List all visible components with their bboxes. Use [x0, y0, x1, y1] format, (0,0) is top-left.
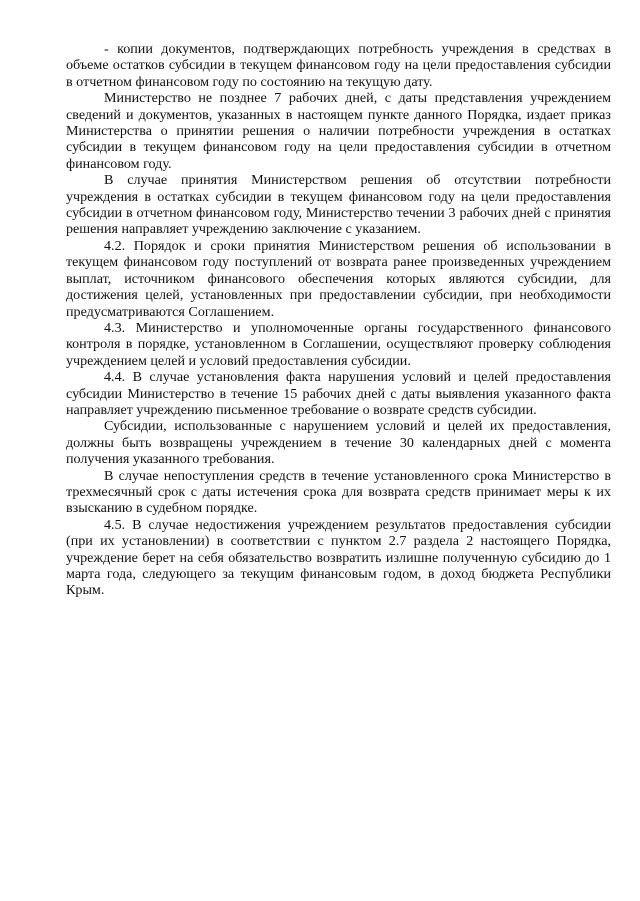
- paragraph-document-copies: - копии документов, подтверждающих потребность учреждения в средствах в объеме остатков субсидии в текущем финансовом году на цели предоставления субсидии в отчетном финансовом году по состоянию на текущую дату.: [66, 41, 611, 90]
- paragraph-no-need-decision: В случае принятия Министерством решения об отсутствии потребности учреждения в остатках субсидии в текущем финансовом году на цели предоставления субсидии в отчетном финансовом году, Министерство течении 3 рабочих дней с принятия решения направляет учреждению заключение с указанием.: [66, 172, 611, 238]
- paragraph-court-recovery: В случае непоступления средств в течение установленного срока Министерство в трехмесячный срок с даты истечения срока для возврата средств принимает меры к их взысканию в судебном порядке.: [66, 467, 611, 517]
- paragraph-4-3: 4.3. Министерство и уполномоченные органы государственного финансового контроля в порядке, установленном в Соглашении, осуществляют проверку соблюдения учреждением целей и условий предоставления субсидии.: [66, 319, 611, 369]
- paragraph-4-4: 4.4. В случае установления факта нарушения условий и целей предоставления субсидии Министерство в течение 15 рабочих дней с даты выявления указанного факта направляет учреждению письменное требование о возврате средств субсидии.: [66, 369, 611, 418]
- paragraph-4-5: 4.5. В случае недостижения учреждением результатов предоставления субсидии (при их установлении) в соответствии с пунктом 2.7 раздела 2 настоящего Порядка, учреждение берет на себя обязательство возвратить излишне полученную субсидию до 1 марта года, следующего за текущим финансовым годом, в доход бюджета Республики Крым.: [66, 516, 611, 599]
- paragraph-subsidy-return: Субсидии, использованные с нарушением условий и целей их предоставления, должны быть возвращены учреждением в течение 30 календарных дней с момента получения указанного требования.: [66, 418, 611, 468]
- document-body: [66, 41, 611, 599]
- paragraph-4-2: 4.2. Порядок и сроки принятия Министерством решения об использовании в текущем финансовом году поступлений от возврата ранее произведенных учреждением выплат, источником финансового обеспечения которых являются субсидии, для достижения целей, установленных при предоставлении субсидии, при необходимости предусматриваются Соглашением.: [66, 237, 611, 320]
- paragraph-ministry-order: Министерство не позднее 7 рабочих дней, с даты представления учреждением сведений и документов, указанных в настоящем пункте данного Порядка, издает приказ Министерства о принятии решения о наличии потребности учреждения в остатках субсидии в текущем финансовом году на цели предоставления субсидии в отчетном финансовом году.: [66, 90, 611, 172]
